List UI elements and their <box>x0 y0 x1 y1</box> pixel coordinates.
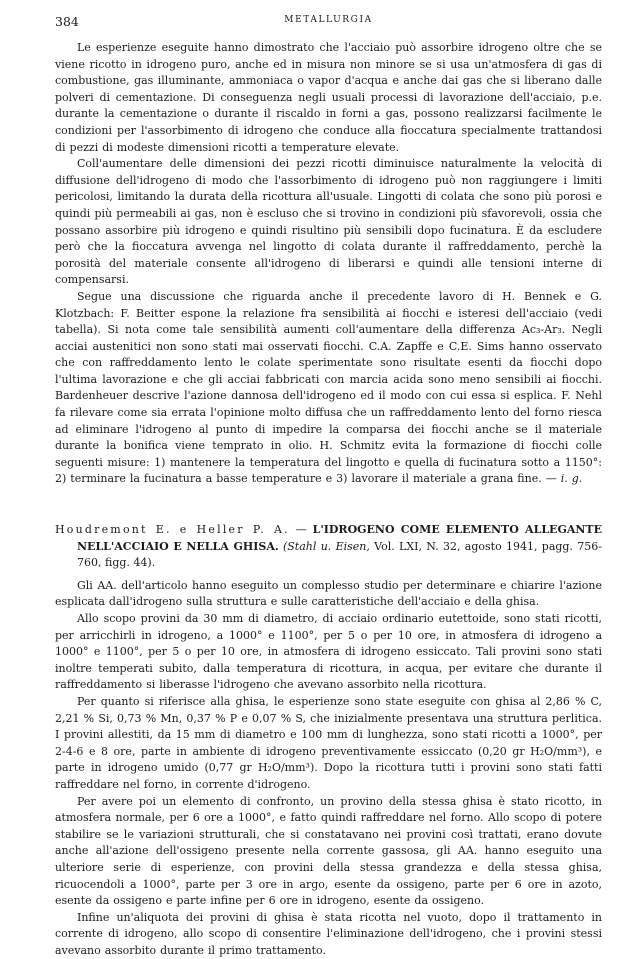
section-gap <box>55 488 602 522</box>
citation-journal: (Stahl u. Eisen, <box>282 539 370 553</box>
citation-details: Vol. LXI, N. 32, agosto 1941, pagg. 756-760, figg. 44). <box>77 539 602 570</box>
paragraph: Coll'aumentare delle dimensioni dei pezzi ricotti diminuisce naturalmente la velocità di diffusione dell'idrogeno di modo che l'assorbimento di idrogeno può non raggiungere i limiti pericolosi, limitando la durata della ricottura all'usuale. Lingotti di colata che sono più porosi e quindi più permeabili ai gas, non è escluso che si trovino in condizioni più sfavorevoli, ossia che possano assorbire più idrogeno e quindi risultino più sensibili dopo fucinatura. È da escludere però che la fioccatura avvenga nel lingotto di colata durante il raffreddamento, perchè la porosità del materiale consente all'idrogeno di liberarsi e quindi alle tensioni interne di compensarsi. <box>55 157 602 287</box>
paragraph: Per quanto si riferisce alla ghisa, le esperienze sono state eseguite con ghisa al 2,86 % C, 2,21 % Si, 0,73 % Mn, 0,37 % P e 0,07 % S, che inizialmente presentava una struttura perlitica. I provini allestiti, da 15 mm di diametro e 100 mm di lunghezza, sono stati ricotti a 1000°, per 2-4-6 e 8 ore, parte in ambiente di idrogeno preventivamente essiccato (0,20 gr H₂O/mm³), e parte in idrogeno umido (0,77 gr H₂O/mm³). Dopo la ricottura tutti i provini sono stati fatti raffreddare nel forno, in corrente d'idrogeno. <box>55 694 602 791</box>
author-signature: i. g. <box>560 472 583 486</box>
paragraph: Allo scopo provini da 30 mm di diametro, di acciaio ordinario eutettoide, sono stati ricotti, per arricchirli in idrogeno, a 1000° e 1100°, per 5 o per 10 ore, in atmosfera di idrogeno a 1000° e 1100°, per 5 o per 10 ore, in atmosfera di idrogeno essiccato. Tali provini sono stati inoltre temperati subito, dalla temperatura di ricottura, in acqua, per evitare che durante il raffreddamento si liberasse l'idrogeno che avevano assorbito nella ricottura. <box>55 612 602 692</box>
citation-title: L'IDROGENO COME ELEMENTO ALLEGANTE NELL'ACCIAIO E NELLA GHISA. <box>77 523 602 553</box>
citation-heading <box>55 522 602 572</box>
paragraph: Infine un'aliquota dei provini di ghisa è stata ricotta nel vuoto, dopo il trattamento in corrente di idrogeno, allo scopo di consentire l'eliminazione dell'idrogeno, che i provini stessi avevano assorbito durante il primo trattamento. <box>55 910 602 957</box>
paragraph-text: Segue una discussione che riguarda anche il precedente lavoro di H. Bennek e G. Klotzbach: F. Beitter espone la relazione fra sensibilità ai fiocchi e isteresi dell'acciaio (vedi tabella). Si nota come tale sensibilità aumenti coll'aumentare della differenza Ac₃-Ar₃. Negli acciai austenitici non sono stati mai osservati fiocchi. C.A. Zapffe e C.E. Sims hanno osservato che con raffreddamento lento le colate sperimentate sono risultate esenti da fiocchi dopo l'ultima lavorazione e che gli acciai fabbricati con marcia acida sono meno sensibili ai fiocchi. Bardenheuer descrive l'azione dannosa dell'idrogeno ed il modo con cui essa si esplica. F. Nehl fa rilevare come sia errata l'opinione molto diffusa che un raffreddamento lento del forno riesca ad eliminare l'idrogeno al punto di impedire la comparsa dei fiocchi anche se il materiale durante la bonifica viene temprato in olio. H. Schmitz evita la formazione di fiocchi colle seguenti misure: 1) mantenere la temperatura del lingotto e quella di fucinatura sotto a 1150°: 2) terminare la fucinatura a basse temperature e 3) lavorare il materiale a grana fine. — <box>55 289 602 486</box>
running-title: METALLURGIA <box>284 15 373 25</box>
citation-authors: Houdremont E. e Heller P. A. <box>55 523 290 537</box>
paragraph <box>55 289 602 488</box>
citation-dash: — <box>289 523 313 537</box>
page-number: 384 <box>55 14 79 29</box>
paragraph: Per avere poi un elemento di confronto, un provino della stessa ghisa è stato ricotto, in atmosfera normale, per 6 ore a 1000°, e fatto quindi raffreddare nel forno. Allo scopo di potere stabilire se le variazioni strutturali, che si constatavano nei provini così trattati, erano dovute anche all'azione dell'ossigeno presente nella corrente gassosa, gli AA. hanno eseguito una ulteriore serie di esperienze, con provini della stessa grandezza e della stessa ghisa, ricuocendoli a 1000°, parte per 3 ore in argo, esente da ossigeno, parte per 6 ore in azoto, esente da ossigeno e parte infine per 6 ore in idrogeno, esente da ossigeno. <box>55 794 602 908</box>
abstract-section-1 <box>55 40 602 488</box>
page-header <box>55 14 602 34</box>
abstract-section-2 <box>55 522 602 959</box>
paragraph: Le esperienze eseguite hanno dimostrato che l'acciaio può assorbire idrogeno oltre che se viene ricotto in idrogeno puro, anche ed in misura non minore se si usa un'atmosfera di gas di combustione, gas illuminante, ammoniaca o vapor d'acqua e anche dai gas che si liberano dalle polveri di cementazione. Di conseguenza negli usuali processi di lavorazione dell'acciaio, p.e. durante la cementazione o durante il riscaldo in forni a gas, possono realizzarsi facilmente le condizioni per l'assorbimento di idrogeno che conduce alla fioccatura specialmente trattandosi di pezzi di modeste dimensioni ricotti a temperature elevate. <box>55 41 602 154</box>
paragraph: Gli AA. dell'articolo hanno eseguito un complesso studio per determinare e chiarire l'azione esplicata dall'idrogeno sulla struttura e sulle caratteristiche dell'acciaio e della ghisa. <box>55 578 602 609</box>
article-body <box>55 40 602 959</box>
